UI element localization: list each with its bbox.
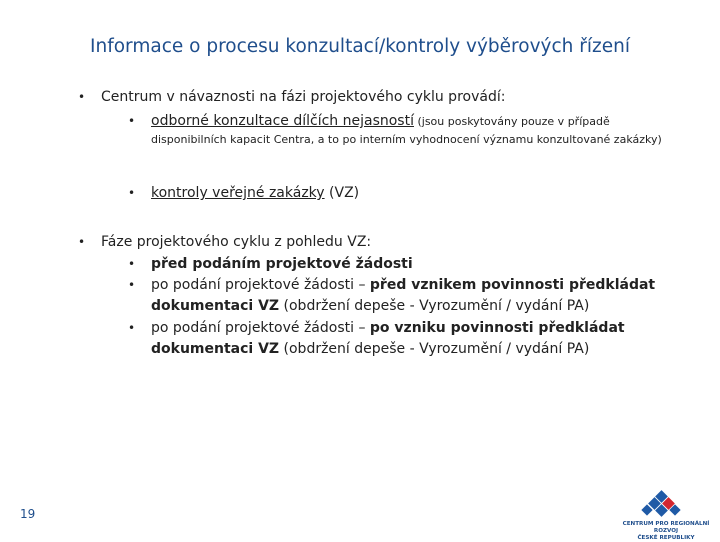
pred-vznikem-rest: (obdržení depeše - Vyrozumění / vydání PA) [279,298,590,314]
bullet-dot: • [128,321,136,335]
kontroly-rest: (VZ) [324,185,360,201]
slide-title: Informace o procesu konzultací/kontroly výběrových řízení [90,36,630,57]
bullet-pred-vznikem [128,275,668,317]
po-vzniku-rest: (obdržení depeše - Vyrozumění / vydání PA) [279,341,590,357]
konzultace-label: odborné konzultace dílčích nejasností [151,113,414,129]
bullet-dot: • [128,114,136,128]
bullet-dot: • [128,186,136,200]
bullet-faze [78,232,678,253]
bullet-dot: • [78,90,86,104]
bullet-dot: • [128,257,136,271]
bullet-text: Fáze projektového cyklu z pohledu VZ: [101,234,372,250]
kontroly-label: kontroly veřejné zakázky [151,185,325,201]
bullet-kontroly [128,183,668,204]
logo-line1: CENTRUM PRO REGIONÁLNÍ ROZVOJ [622,521,710,534]
logo-caption [612,521,720,542]
bullet-dot: • [78,235,86,249]
pred-vznikem-bold-a: před vznikem povinnosti předkládat [369,277,656,293]
logo-line2: ČESKÉ REPUBLIKY [637,535,695,541]
po-vzniku-bold-b: dokumentaci VZ [151,341,280,357]
bullet-centrum [78,87,678,108]
bullet-text: Centrum v návaznosti na fázi projektového cyklu provádí: [101,89,506,105]
pred-vznikem-lead: po podání projektové žádosti – [151,277,370,293]
bullet-konzultace [128,111,668,148]
pred-podanim-text: před podáním projektové žádosti [151,256,413,272]
konzultace-note-a: (jsou poskytovány pouze v případě [413,115,610,128]
bullet-dot: • [128,278,136,292]
konzultace-note-b: disponibilních kapacit Centra, a to po interním vyhodnocení významu konzultované zakázky) [151,133,662,146]
page-number: 19 [20,507,36,521]
po-vzniku-lead: po podání projektové žádosti – [151,320,370,336]
po-vzniku-bold-a: po vzniku povinnosti předkládat [369,320,625,336]
bullet-pred-podanim [128,254,668,275]
bullet-po-vzniku [128,318,668,360]
pred-vznikem-bold-b: dokumentaci VZ [151,298,280,314]
